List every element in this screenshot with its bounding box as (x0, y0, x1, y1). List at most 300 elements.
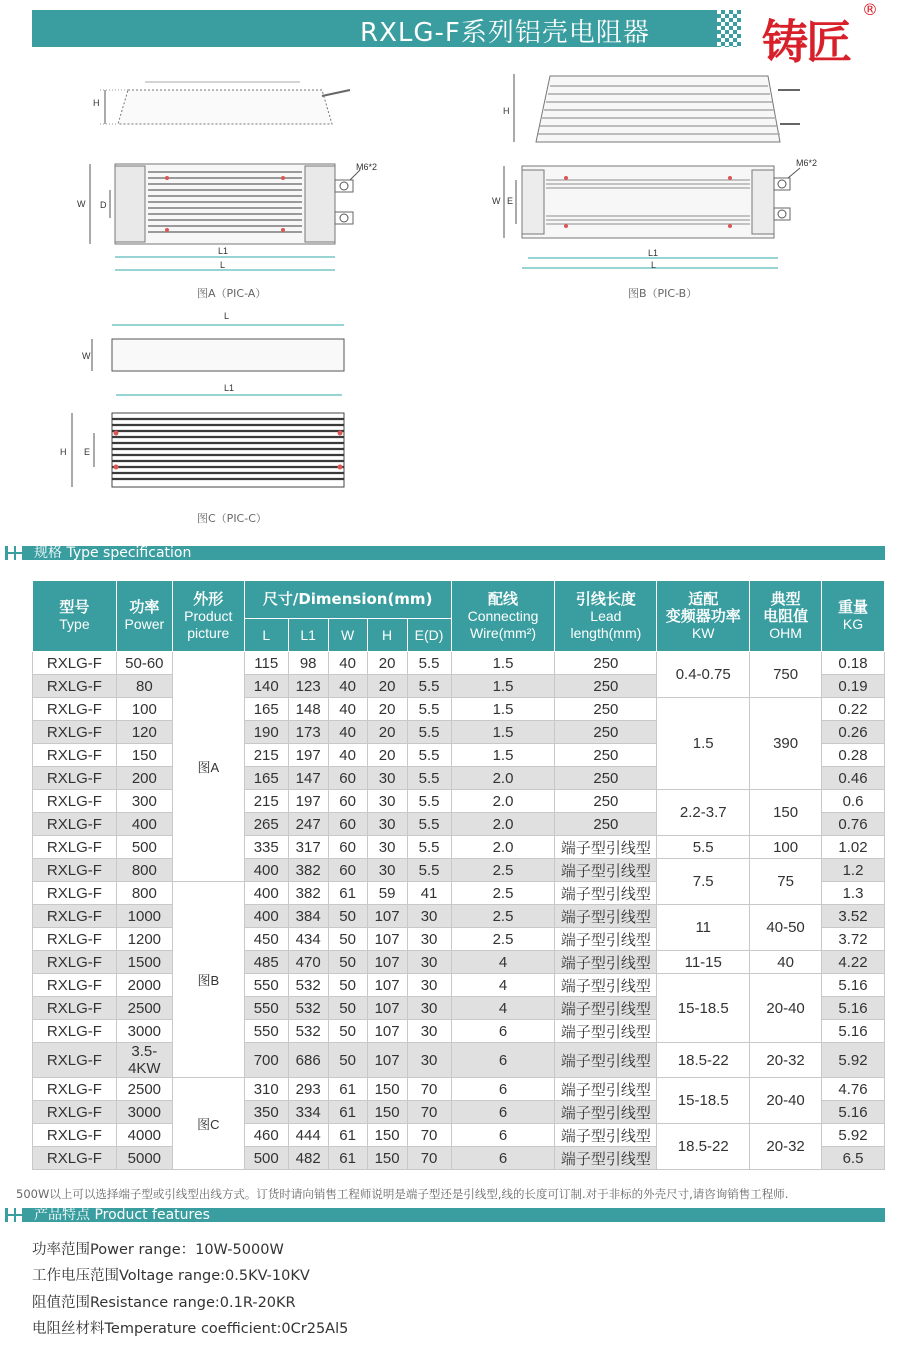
cell-w: 60 (328, 767, 367, 790)
th-lead: 引线长度 Lead length(mm) (555, 581, 657, 652)
pic-b-caption: 图B（PIC-B） (628, 287, 698, 300)
cell-power: 3.5-4KW (116, 1043, 172, 1078)
cell-power: 1200 (116, 928, 172, 951)
pic-c-caption: 图C（PIC-C） (197, 512, 267, 525)
cell-h: 20 (367, 652, 407, 675)
cell-e: 70 (407, 1147, 451, 1170)
cell-e: 5.5 (407, 813, 451, 836)
cell-w: 61 (328, 882, 367, 905)
cell-w: 40 (328, 698, 367, 721)
cell-l1: 247 (288, 813, 328, 836)
cell-h: 59 (367, 882, 407, 905)
cell-w: 50 (328, 905, 367, 928)
feature-wire-material: 电阻丝材料Temperature coefficient:0Cr25Al5 (32, 1321, 349, 1337)
cell-e: 5.5 (407, 767, 451, 790)
cell-e: 5.5 (407, 698, 451, 721)
cell-l: 190 (244, 721, 288, 744)
cell-h: 20 (367, 675, 407, 698)
cell-type: RXLG-F (33, 721, 117, 744)
cell-l1: 382 (288, 859, 328, 882)
cell-h: 20 (367, 698, 407, 721)
th-wire: 配线 Connecting Wire(mm²) (451, 581, 555, 652)
cell-power: 80 (116, 675, 172, 698)
cell-w: 50 (328, 1043, 367, 1078)
cell-l1: 123 (288, 675, 328, 698)
pic-c-label-l: L (224, 311, 230, 321)
th-kw: 适配 变频器功率 KW (657, 581, 750, 652)
cell-h: 107 (367, 974, 407, 997)
table-row (33, 905, 885, 928)
cell-lead: 端子型引线型 (555, 1043, 657, 1078)
cell-l1: 686 (288, 1043, 328, 1078)
cell-h: 150 (367, 1078, 407, 1101)
table-row (33, 836, 885, 859)
cell-wire: 1.5 (451, 652, 555, 675)
cell-kw: 18.5-22 (657, 1043, 750, 1078)
cell-e: 70 (407, 1078, 451, 1101)
cell-l1: 98 (288, 652, 328, 675)
pic-c-label-w: W (82, 351, 91, 361)
table-row (33, 974, 885, 997)
cell-type: RXLG-F (33, 698, 117, 721)
cell-kg: 3.72 (822, 928, 885, 951)
cell-l: 550 (244, 974, 288, 997)
cell-ohm: 40-50 (750, 905, 822, 951)
cell-ohm: 150 (750, 790, 822, 836)
cell-e: 30 (407, 928, 451, 951)
cell-power: 1000 (116, 905, 172, 928)
cell-e: 5.5 (407, 675, 451, 698)
cell-type: RXLG-F (33, 928, 117, 951)
cell-kg: 5.92 (822, 1124, 885, 1147)
cell-kg: 1.3 (822, 882, 885, 905)
cell-h: 150 (367, 1147, 407, 1170)
cell-l: 215 (244, 790, 288, 813)
order-note: 500W以上可以选择端子型或引线型出线方式。订货时请向销售工程师说明是端子型还是引线型,线的长度可订制.对于非标的外壳尺寸,请咨询销售工程师. (16, 1187, 789, 1201)
cell-power: 150 (116, 744, 172, 767)
cell-type: RXLG-F (33, 744, 117, 767)
cell-l1: 532 (288, 1020, 328, 1043)
cell-l1: 382 (288, 882, 328, 905)
cell-l: 215 (244, 744, 288, 767)
cell-kg: 1.2 (822, 859, 885, 882)
th-weight: 重量 KG (822, 581, 885, 652)
cell-lead: 端子型引线型 (555, 974, 657, 997)
cell-power: 120 (116, 721, 172, 744)
cell-l: 310 (244, 1078, 288, 1101)
pic-a-label-d: D (100, 200, 107, 210)
cell-e: 70 (407, 1101, 451, 1124)
pic-c-label-l1: L1 (224, 383, 235, 393)
cell-l: 400 (244, 859, 288, 882)
cell-l1: 334 (288, 1101, 328, 1124)
cell-type: RXLG-F (33, 813, 117, 836)
cell-kg: 1.02 (822, 836, 885, 859)
th-power: 功率 Power (116, 581, 172, 652)
cell-wire: 2.5 (451, 928, 555, 951)
cell-lead: 250 (555, 744, 657, 767)
cell-h: 30 (367, 767, 407, 790)
cell-power: 3000 (116, 1020, 172, 1043)
cell-kw: 18.5-22 (657, 1124, 750, 1170)
cell-type: RXLG-F (33, 1043, 117, 1078)
cell-w: 61 (328, 1101, 367, 1124)
cell-kg: 4.22 (822, 951, 885, 974)
pic-a-label-l: L (220, 260, 226, 270)
pic-a-label-l1: L1 (218, 246, 229, 256)
table-row (33, 951, 885, 974)
cell-l: 550 (244, 1020, 288, 1043)
cell-wire: 2.0 (451, 790, 555, 813)
cell-w: 50 (328, 974, 367, 997)
pic-a-label-m6: M6*2 (356, 162, 378, 172)
th-dim-l1: L1 (288, 619, 328, 652)
cell-lead: 端子型引线型 (555, 882, 657, 905)
table-row (33, 1078, 885, 1101)
cell-e: 30 (407, 1020, 451, 1043)
cell-wire: 2.5 (451, 905, 555, 928)
cell-h: 30 (367, 813, 407, 836)
cell-type: RXLG-F (33, 882, 117, 905)
cell-kg: 5.16 (822, 1020, 885, 1043)
cell-lead: 250 (555, 675, 657, 698)
cell-e: 5.5 (407, 836, 451, 859)
cell-l: 500 (244, 1147, 288, 1170)
cell-power: 400 (116, 813, 172, 836)
cell-ohm: 75 (750, 859, 822, 905)
cell-lead: 端子型引线型 (555, 928, 657, 951)
cell-power: 800 (116, 882, 172, 905)
cell-wire: 1.5 (451, 744, 555, 767)
pic-c-label-e: E (84, 447, 91, 457)
cell-h: 30 (367, 836, 407, 859)
cell-e: 30 (407, 974, 451, 997)
cell-lead: 端子型引线型 (555, 836, 657, 859)
cell-kg: 0.19 (822, 675, 885, 698)
cell-type: RXLG-F (33, 790, 117, 813)
cell-lead: 端子型引线型 (555, 951, 657, 974)
cell-ohm: 20-32 (750, 1124, 822, 1170)
cell-picture: 图C (172, 1078, 244, 1170)
cell-wire: 4 (451, 997, 555, 1020)
cell-l: 265 (244, 813, 288, 836)
cell-wire: 6 (451, 1147, 555, 1170)
cell-type: RXLG-F (33, 1124, 117, 1147)
cell-kg: 5.92 (822, 1043, 885, 1078)
pic-b-label-h: H (503, 106, 510, 116)
cell-power: 2500 (116, 1078, 172, 1101)
cell-w: 60 (328, 790, 367, 813)
cell-l: 460 (244, 1124, 288, 1147)
cell-ohm: 20-32 (750, 1043, 822, 1078)
cell-l: 335 (244, 836, 288, 859)
pic-b-label-l1: L1 (648, 248, 659, 258)
cell-wire: 6 (451, 1078, 555, 1101)
feature-resistance-range: 阻值范围Resistance range:0.1R-20KR (32, 1295, 296, 1311)
cell-type: RXLG-F (33, 905, 117, 928)
cell-l: 115 (244, 652, 288, 675)
cell-wire: 6 (451, 1020, 555, 1043)
cell-l: 700 (244, 1043, 288, 1078)
cell-power: 4000 (116, 1124, 172, 1147)
cell-kg: 0.76 (822, 813, 885, 836)
cell-w: 40 (328, 721, 367, 744)
cell-kw: 2.2-3.7 (657, 790, 750, 836)
th-ohm: 典型 电阻值 OHM (750, 581, 822, 652)
cell-wire: 6 (451, 1124, 555, 1147)
cell-l1: 482 (288, 1147, 328, 1170)
drawing-pic-c (52, 305, 362, 505)
cell-h: 150 (367, 1101, 407, 1124)
cell-power: 200 (116, 767, 172, 790)
cell-kg: 4.76 (822, 1078, 885, 1101)
cell-e: 5.5 (407, 744, 451, 767)
cell-l1: 532 (288, 974, 328, 997)
cell-l1: 197 (288, 790, 328, 813)
cell-l1: 470 (288, 951, 328, 974)
cell-type: RXLG-F (33, 997, 117, 1020)
cell-wire: 1.5 (451, 698, 555, 721)
pic-b-label-m6: M6*2 (796, 158, 818, 168)
table-row (33, 652, 885, 675)
features-section-title: 产品特点 Product features (34, 1207, 210, 1223)
cell-type: RXLG-F (33, 1078, 117, 1101)
cell-w: 60 (328, 836, 367, 859)
cell-wire: 2.5 (451, 859, 555, 882)
cell-wire: 2.0 (451, 836, 555, 859)
pic-a-label-h: H (93, 98, 100, 108)
cell-l1: 293 (288, 1078, 328, 1101)
cell-type: RXLG-F (33, 836, 117, 859)
cell-e: 5.5 (407, 790, 451, 813)
cell-l: 140 (244, 675, 288, 698)
cell-l: 450 (244, 928, 288, 951)
cell-wire: 6 (451, 1101, 555, 1124)
cell-type: RXLG-F (33, 974, 117, 997)
page-title: RXLG-F系列铝壳电阻器 (360, 18, 650, 48)
cell-ohm: 40 (750, 951, 822, 974)
cell-picture: 图A (172, 652, 244, 882)
cell-power: 50-60 (116, 652, 172, 675)
cell-power: 300 (116, 790, 172, 813)
registered-mark: ® (862, 0, 878, 19)
cell-w: 40 (328, 675, 367, 698)
cell-l1: 173 (288, 721, 328, 744)
cell-w: 50 (328, 997, 367, 1020)
cell-kw: 15-18.5 (657, 1078, 750, 1124)
cell-wire: 2.0 (451, 813, 555, 836)
cell-lead: 250 (555, 698, 657, 721)
cell-l1: 317 (288, 836, 328, 859)
pic-c-label-h: H (60, 447, 67, 457)
cell-type: RXLG-F (33, 1101, 117, 1124)
cell-type: RXLG-F (33, 1020, 117, 1043)
cell-w: 61 (328, 1124, 367, 1147)
pic-b-label-e: E (507, 196, 514, 206)
drawing-pic-a (60, 62, 390, 302)
cell-wire: 1.5 (451, 721, 555, 744)
drawing-pic-b (488, 62, 833, 302)
cell-kg: 0.26 (822, 721, 885, 744)
cell-type: RXLG-F (33, 652, 117, 675)
cell-wire: 2.5 (451, 882, 555, 905)
table-row (33, 1124, 885, 1147)
cell-kg: 0.18 (822, 652, 885, 675)
th-dim-h: H (367, 619, 407, 652)
th-dim-e: E(D) (407, 619, 451, 652)
cell-l1: 197 (288, 744, 328, 767)
th-dim-w: W (328, 619, 367, 652)
cell-kg: 0.6 (822, 790, 885, 813)
cell-l1: 147 (288, 767, 328, 790)
cell-ohm: 390 (750, 698, 822, 790)
squares-icon (8, 1208, 22, 1222)
cell-picture: 图B (172, 882, 244, 1078)
cell-type: RXLG-F (33, 951, 117, 974)
cell-ohm: 20-40 (750, 1078, 822, 1124)
squares-icon (8, 546, 22, 560)
cell-h: 107 (367, 928, 407, 951)
cell-lead: 端子型引线型 (555, 1124, 657, 1147)
cell-power: 500 (116, 836, 172, 859)
cell-h: 20 (367, 744, 407, 767)
cell-lead: 250 (555, 767, 657, 790)
cell-l1: 384 (288, 905, 328, 928)
cell-kw: 5.5 (657, 836, 750, 859)
cell-h: 107 (367, 997, 407, 1020)
spec-table (32, 580, 885, 1170)
cell-h: 107 (367, 1043, 407, 1078)
cell-kw: 11 (657, 905, 750, 951)
pic-a-label-w: W (77, 199, 86, 209)
cell-l: 400 (244, 882, 288, 905)
cell-w: 60 (328, 813, 367, 836)
cell-wire: 6 (451, 1043, 555, 1078)
cell-kg: 0.28 (822, 744, 885, 767)
cell-l1: 532 (288, 997, 328, 1020)
cell-w: 40 (328, 744, 367, 767)
cell-l: 350 (244, 1101, 288, 1124)
cell-e: 30 (407, 1043, 451, 1078)
cell-l: 165 (244, 767, 288, 790)
cell-h: 20 (367, 721, 407, 744)
spec-table-body (33, 652, 885, 1170)
cell-power: 5000 (116, 1147, 172, 1170)
cell-lead: 端子型引线型 (555, 997, 657, 1020)
cell-kw: 11-15 (657, 951, 750, 974)
cell-kw: 7.5 (657, 859, 750, 905)
cell-lead: 端子型引线型 (555, 1078, 657, 1101)
cell-power: 2500 (116, 997, 172, 1020)
cell-lead: 250 (555, 813, 657, 836)
cell-kg: 5.16 (822, 1101, 885, 1124)
cell-w: 60 (328, 859, 367, 882)
cell-wire: 4 (451, 951, 555, 974)
pic-b-label-l: L (651, 260, 657, 270)
cell-l: 165 (244, 698, 288, 721)
cell-kg: 3.52 (822, 905, 885, 928)
cell-l: 550 (244, 997, 288, 1020)
cell-l: 400 (244, 905, 288, 928)
cell-l1: 444 (288, 1124, 328, 1147)
cell-kg: 5.16 (822, 974, 885, 997)
cell-lead: 端子型引线型 (555, 1101, 657, 1124)
cell-lead: 250 (555, 721, 657, 744)
th-dim-l: L (244, 619, 288, 652)
cell-e: 41 (407, 882, 451, 905)
checker-decoration (717, 10, 741, 47)
table-row (33, 698, 885, 721)
th-dimension: 尺寸/Dimension(mm) (244, 581, 451, 619)
cell-type: RXLG-F (33, 1147, 117, 1170)
cell-h: 107 (367, 951, 407, 974)
cell-kw: 1.5 (657, 698, 750, 790)
th-picture: 外形 Product picture (172, 581, 244, 652)
cell-e: 70 (407, 1124, 451, 1147)
cell-wire: 2.0 (451, 767, 555, 790)
table-row (33, 859, 885, 882)
cell-lead: 端子型引线型 (555, 905, 657, 928)
cell-h: 30 (367, 790, 407, 813)
cell-kw: 15-18.5 (657, 974, 750, 1043)
cell-l1: 434 (288, 928, 328, 951)
cell-lead: 端子型引线型 (555, 859, 657, 882)
feature-voltage-range: 工作电压范围Voltage range:0.5KV-10KV (32, 1268, 310, 1284)
cell-l1: 148 (288, 698, 328, 721)
cell-e: 30 (407, 905, 451, 928)
cell-type: RXLG-F (33, 859, 117, 882)
cell-power: 100 (116, 698, 172, 721)
cell-lead: 250 (555, 790, 657, 813)
cell-h: 107 (367, 1020, 407, 1043)
pic-a-caption: 图A（PIC-A） (197, 287, 267, 300)
cell-e: 5.5 (407, 859, 451, 882)
cell-kg: 0.22 (822, 698, 885, 721)
cell-kg: 5.16 (822, 997, 885, 1020)
cell-ohm: 750 (750, 652, 822, 698)
cell-l: 485 (244, 951, 288, 974)
cell-wire: 1.5 (451, 675, 555, 698)
cell-e: 5.5 (407, 652, 451, 675)
cell-h: 30 (367, 859, 407, 882)
cell-power: 3000 (116, 1101, 172, 1124)
cell-wire: 4 (451, 974, 555, 997)
cell-kg: 6.5 (822, 1147, 885, 1170)
table-row (33, 1043, 885, 1078)
cell-e: 30 (407, 997, 451, 1020)
cell-type: RXLG-F (33, 675, 117, 698)
cell-lead: 端子型引线型 (555, 1147, 657, 1170)
cell-lead: 端子型引线型 (555, 1020, 657, 1043)
spec-section-title: 规格 Type specification (34, 545, 192, 561)
cell-ohm: 20-40 (750, 974, 822, 1043)
table-row (33, 790, 885, 813)
feature-power-range: 功率范围Power range：10W-5000W (32, 1242, 284, 1258)
cell-w: 50 (328, 951, 367, 974)
cell-e: 30 (407, 951, 451, 974)
th-type: 型号 Type (33, 581, 117, 652)
cell-w: 50 (328, 928, 367, 951)
cell-w: 61 (328, 1078, 367, 1101)
table-header-row-1 (33, 581, 885, 619)
cell-lead: 250 (555, 652, 657, 675)
pic-b-label-w: W (492, 196, 501, 206)
cell-w: 50 (328, 1020, 367, 1043)
cell-ohm: 100 (750, 836, 822, 859)
cell-power: 800 (116, 859, 172, 882)
cell-power: 2000 (116, 974, 172, 997)
cell-e: 5.5 (407, 721, 451, 744)
